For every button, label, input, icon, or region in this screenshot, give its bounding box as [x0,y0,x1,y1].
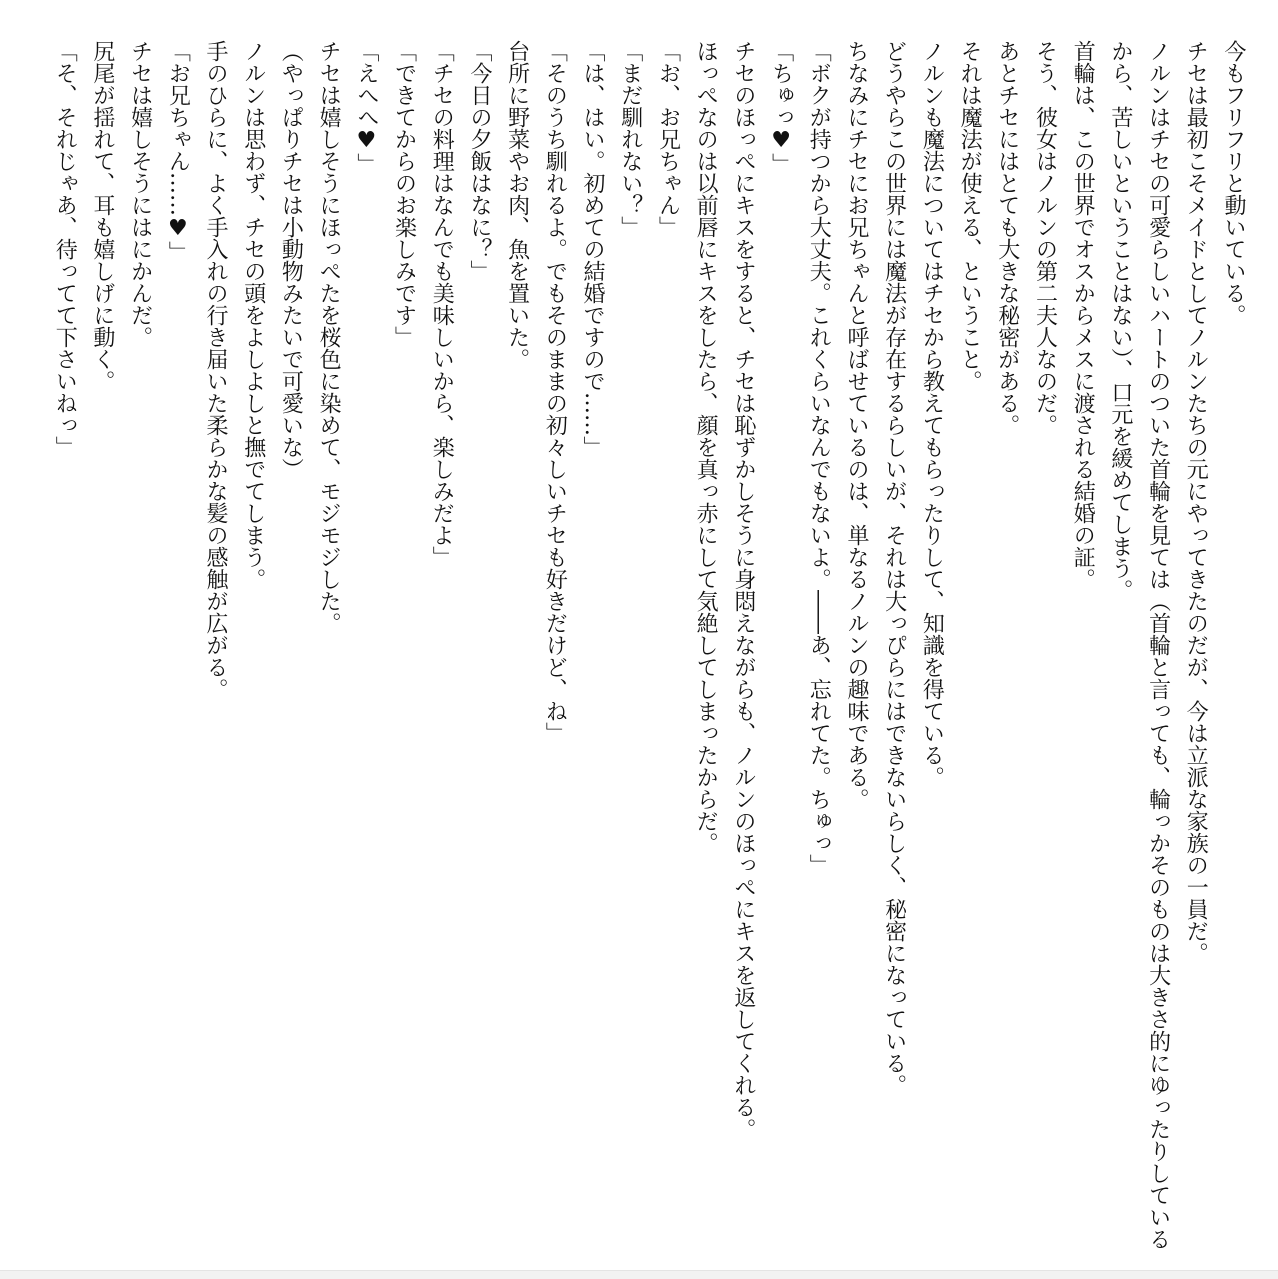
text-line: から、苦しいということはない）、口元を緩めてしまう。 [1107,40,1133,601]
text-line: ノルンも魔法についてはチセから教えてもらったりして、知識を得ている。 [919,40,945,788]
text-line: 「できてからのお楽しみです」 [391,40,417,348]
text-line: 台所に野菜やお肉、魚を置いた。 [504,40,530,370]
text-line: 尻尾が揺れて、耳も嬉しげに動く。 [89,40,115,392]
text-line: 「そ、それじゃあ、待ってて下さいねっ」 [52,40,78,458]
text-line: チセは最初こそメイドとしてノルンたちの元にやってきたのだが、今は立派な家族の一員だ。 [1183,40,1209,964]
text-line: どうやらこの世界には魔法が存在するらしいが、それは大っぴらにはできないらしく、秘密になっている。 [881,40,907,1096]
text-line: 「そのうち馴れるよ。でもそのままの初々しいチセも好きだけど、ね」 [542,40,568,744]
text-line: ちなみにチセにお兄ちゃんと呼ばせているのは、単なるノルンの趣味である。 [843,40,869,810]
text-line: 「ちゅっ♥」 [768,40,794,175]
vertical-text-page [46,40,1253,1270]
text-line: チセは嬉しそうにほっぺたを桜色に染めて、モジモジした。 [316,40,342,634]
text-line: チセのほっぺにキスをすると、チセは恥ずかしそうに身悶えながらも、ノルンのほっぺにキスを返してくれる。 [730,40,756,1140]
text-line: 「まだ馴れない？」 [617,40,643,238]
bottom-scrollbar[interactable] [0,1270,1278,1279]
text-line: 「えへへ♥」 [353,40,379,175]
text-line: チセは嬉しそうにはにかんだ。 [127,40,153,348]
text-line: （やっぱりチセは小動物みたいで可愛いな） [278,40,304,480]
text-line: 手のひらに、よく手入れの行き届いた柔らかな髪の感触が広がる。 [203,40,229,700]
text-line: ノルンはチセの可愛らしいハートのついた首輪を見ては（首輪と言っても、輪っかそのものは大きさ的にゆったりしている [1145,40,1171,1250]
text-line: 「チセの料理はなんでも美味しいから、楽しみだよ」 [429,40,455,568]
text-line: そう、彼女はノルンの第二夫人なのだ。 [1032,40,1058,436]
text-line: 「お、お兄ちゃん」 [655,40,681,238]
text-line: 「は、はい。初めての結婚ですので……」 [580,40,606,458]
text-line: ほっぺなのは以前唇にキスをしたら、顔を真っ赤にして気絶してしまったからだ。 [693,40,719,854]
text-line: あとチセにはとても大きな秘密がある。 [994,40,1020,436]
text-line: 「ボクが持つから大丈夫。これくらいなんでもないよ。――あ、忘れてた。ちゅっ」 [806,40,832,876]
text-line: 「お兄ちゃん……♥」 [165,40,191,263]
text-line: 首輪は、この世界でオスからメスに渡される結婚の証。 [1070,40,1096,590]
text-line: 今もフリフリと動いている。 [1221,40,1246,326]
text-line: 「今日の夕飯はなに？」 [466,40,492,282]
text-line: それは魔法が使える、ということ。 [957,40,983,392]
text-line: ノルンは思わず、チセの頭をよしよしと撫でてしまう。 [240,40,266,590]
